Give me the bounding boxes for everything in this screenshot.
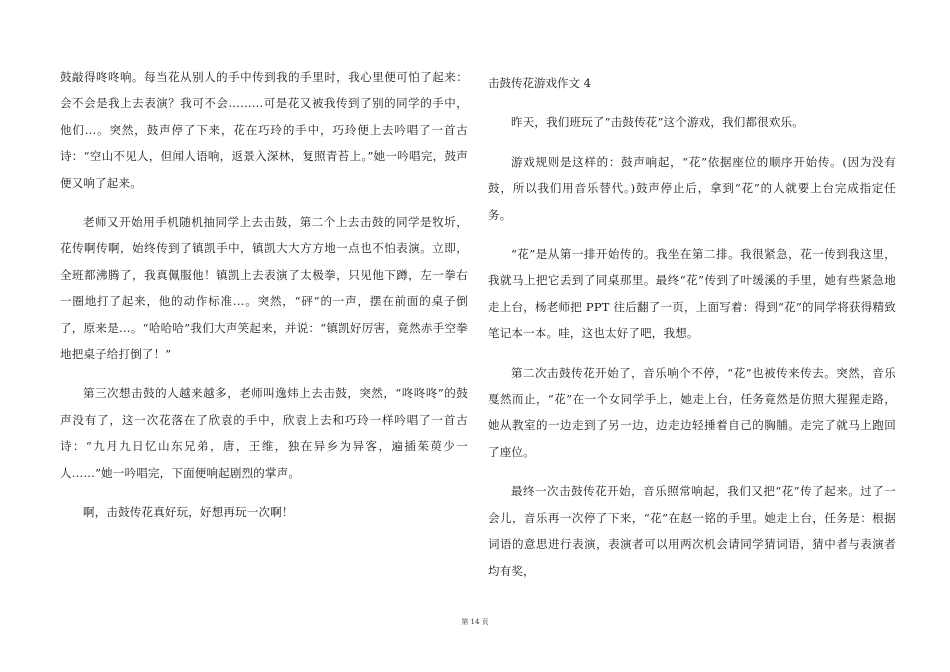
- essay-title: 击鼓传花游戏作文 4: [488, 76, 591, 90]
- right-paragraph-4: 第二次击鼓传花开始了，音乐响个不停，“花”也被传来传去。突然，音乐戛然而止，“花”在一个女同学手上，她走上台，任务竟然是仿照大猩猩走路，她从教室的一边走到了另一边，边走边轻捶着自己的胸脯。走完了就马上跑回了座位。: [488, 365, 896, 459]
- right-paragraph-5: 最终一次击鼓传花开始，音乐照常响起，我们又把“花”传了起来。过了一会儿，音乐再一次停了下来，“花”在赵一铭的手里。她走上台，任务是：根据词语的意思进行表演，表演者可以用两次机会请同学猜词语，猜中者与表演者均有奖，: [488, 484, 896, 578]
- left-column: [60, 64, 468, 526]
- page-number: 第 14 页: [461, 618, 489, 626]
- right-column: [488, 70, 896, 584]
- left-paragraph-3: 第三次想击鼓的人越来越多，老师叫逸炜上去击鼓，突然，“咚咚咚”的鼓声没有了，这一次花落在了欣袁的手中，欣袁上去和巧玲一样吟唱了一首古诗：“九月九日忆山东兄弟，唐，王维，独在异乡为异客，遍插茱萸少一人……”她一吟唱完，下面便响起剧烈的掌声。: [60, 386, 468, 480]
- right-paragraph-3: “花”是从第一排开始传的。我坐在第二排。我很紧急，花一传到我这里，我就马上把它丢到了同桌那里。最终“花”传到了叶缓溪的手里，她有些紧急地走上台，杨老师把 PPT 往后翻了一页，上面写着：得到“花”的同学将获得精致笔记本一本。哇，这也太好了吧，我想。: [488, 247, 896, 341]
- right-paragraph-1: 昨天，我们班玩了“击鼓传花”这个游戏，我们都很欢乐。: [511, 115, 804, 130]
- left-paragraph-1: 鼓敲得咚咚响。每当花从别人的手中传到我的手里时，我心里便可怕了起来：会不会是我上去表演？我可不会………可是花又被我传到了别的同学的手中，他们…。突然，鼓声停了下来，花在巧玲的手中，巧玲便上去吟唱了一首古诗：“空山不见人，但闻人语响，返景入深林，复照青苔上。”她一吟唱完，鼓声便又响了起来。: [60, 70, 468, 190]
- left-paragraph-2: 老师又开始用手机随机抽同学上去击鼓，第二个上去击鼓的同学是牧圻，花传啊传啊，始终传到了镇凯手中，镇凯大大方方地一点也不怕表演。立即，全班都沸腾了，我真佩服他！镇凯上去表演了太极拳，只见他下蹲，左一拳右一圈地打了起来，他的动作标准…。突然，“砰”的一声，摆在前面的桌子倒了，原来是…。“哈哈哈”我们大声笑起来，并说：“镇凯好厉害，竟然赤手空拳地把桌子给打倒了！”: [60, 215, 468, 362]
- left-paragraph-4: 啊，击鼓传花真好玩，好想再玩一次啊！: [83, 505, 294, 520]
- right-paragraph-2: 游戏规则是这样的：鼓声响起，“花”依据座位的顺序开始传。(因为没有鼓，所以我们用音乐替代。)鼓声停止后，拿到“花”的人就要上台完成指定任务。: [488, 154, 896, 222]
